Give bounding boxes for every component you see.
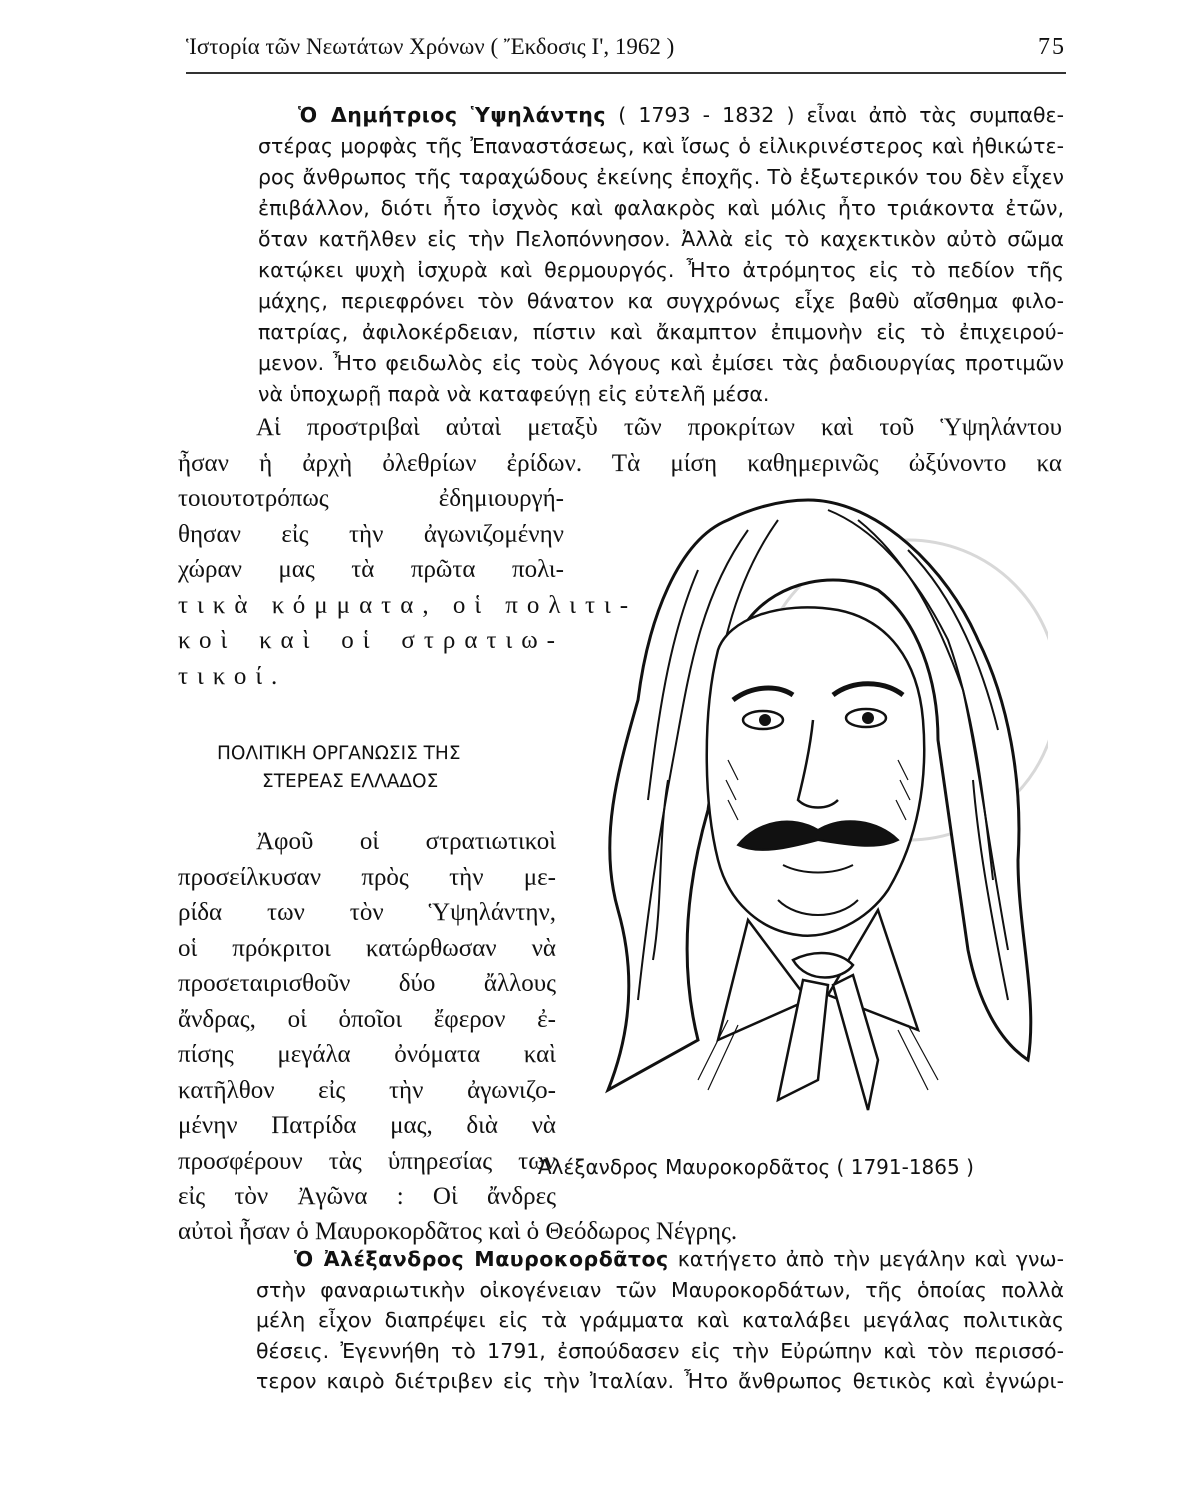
paragraph-line: τικοί. bbox=[178, 662, 287, 690]
paragraph-line: μένην Πατρίδα μας, διὰ νὰ bbox=[178, 1112, 556, 1139]
paragraph-line: προσείλκυσαν πρὸς τὴν με- bbox=[178, 863, 556, 891]
header-rule bbox=[186, 72, 1066, 74]
ypsilantis-paragraph bbox=[258, 100, 1064, 410]
paragraph-line: ὅταν κατῆλθεν εἰς τὴν Πελοπόννησον. Ἀλλὰ εἰς τὸ καχεκτικὸν αὐτὸ σῶμα bbox=[258, 227, 1064, 251]
paragraph-line: οἱ πρόκριτοι κατώρθωσαν νὰ bbox=[178, 934, 556, 962]
paragraph-line: θησαν εἰς τὴν ἀγωνιζομένην bbox=[178, 520, 564, 548]
paragraph-line: στὴν φαναριωτικὴν οἰκογένειαν τῶν Μαυροκορδάτων, τῆς ὁποίας πολλὰ bbox=[256, 1277, 1064, 1302]
frictions-paragraph-column bbox=[178, 481, 638, 694]
paragraph-line: ἐπιβάλλον, διότι ἦτο ἰσχνὸς καὶ φαλακρὸς καὶ μόλις ἦτο τριάκοντα ἐτῶν, bbox=[258, 196, 1064, 220]
paragraph-line: νὰ ὑποχωρῇ παρὰ νὰ καταφεύγῃ εἰς εὐτελῆ μέσα. bbox=[258, 382, 770, 406]
paragraph-line: τερον καιρὸ διέτριβεν εἰς τὴν Ἰταλίαν. Ἦτο ἄνθρωπος θετικὸς καὶ ἐγνώρι- bbox=[256, 1369, 1064, 1393]
paragraph-line: θέσεις. Ἐγεννήθη τὸ 1791, ἐσπούδασεν εἰς τὴν Εὐρώπην καὶ τὸν περισσό- bbox=[256, 1338, 1064, 1363]
paragraph-line: μενον. Ἦτο φειδωλὸς εἰς τοὺς λόγους καὶ ἐμίσει τὰς ῥαδιουργίας προτιμῶν bbox=[258, 351, 1064, 375]
paragraph-line: ἄνδρας, οἱ ὁποῖοι ἔφερον ἐ- bbox=[178, 1005, 556, 1033]
paragraph-line: ρος ἄνθρωπος τῆς ταραχώδους ἐκείνης ἐποχῆς. Τὸ ἐξωτερικόν του δὲν εἶχεν bbox=[258, 165, 1064, 189]
paragraph-line: αὐτοὶ ἦσαν ὁ Μαυροκορδᾶτος καὶ ὁ Θεόδωρος Νέγρης. bbox=[178, 1218, 738, 1245]
face-shape bbox=[707, 607, 924, 935]
paragraph-line: μέλη εἶχον διαπρέψει εἰς τὰ γράμματα καὶ καταλάβει μεγάλας πολιτικὰς bbox=[256, 1308, 1064, 1332]
paragraph-text: κατήγετο ἀπὸ τὴν μεγάλην καὶ γνω- bbox=[668, 1247, 1064, 1271]
running-title: Ἱστορία τῶν Νεωτάτων Χρόνων ( Ἔκδοσις Ι', 1962 ) bbox=[186, 34, 675, 59]
paragraph-line: πίσης μεγάλα ὀνόματα καὶ bbox=[178, 1041, 556, 1068]
page-number: 75 bbox=[1038, 34, 1066, 60]
paragraph-line: Αἱ προστριβαὶ αὐταὶ μεταξὺ τῶν προκρίτων καὶ τοῦ Ὑψηλάντου bbox=[256, 414, 1062, 441]
portrait-caption: Ἀλέξανδρος Μαυροκορδᾶτος ( 1791-1865 ) bbox=[538, 1155, 974, 1179]
paragraph-line: χώραν μας τὰ πρῶτα πολι- bbox=[178, 556, 564, 583]
paragraph-line: πατρίας, ἀφιλοκέρδειαν, πίστιν καὶ ἄκαμπτον ἐπιμονὴν εἰς τὸ ἐπιχειρού- bbox=[258, 320, 1064, 344]
paragraph-line: τοιουτοτρόπως ἐδημιουργή- bbox=[178, 485, 564, 512]
left-pupil bbox=[759, 714, 771, 726]
running-header bbox=[186, 34, 1066, 68]
right-pupil bbox=[862, 712, 874, 724]
person-name-ypsilantis: Ὁ Δημήτριος Ὑψηλάντης bbox=[298, 103, 607, 127]
person-name-mavrokordatos: Ὁ Ἀλέξανδρος Μαυροκορδᾶτος bbox=[294, 1247, 669, 1271]
section-heading-line-1: ΠΟΛΙΤΙΚΗ ΟΡΓΑΝΩΣΙΣ ΤΗΣ bbox=[217, 743, 461, 764]
paragraph-line: κατῴκει ψυχὴ ἰσχυρὰ καὶ θερμουργός. Ἦτο ἀτρόμητος εἰς τὸ πεδίον τῆς bbox=[258, 258, 1064, 282]
military-paragraph bbox=[178, 824, 556, 1215]
paragraph-line: προσφέρουν τὰς ὑπηρεσίας των bbox=[178, 1147, 556, 1175]
paragraph-line: προσεταιρισθοῦν δύο ἄλλους bbox=[178, 970, 556, 997]
paragraph-line: στέρας μορφὰς τῆς Ἐπαναστάσεως, καὶ ἴσως ὁ εἰλικρινέστερος καὶ ἠθικώτε- bbox=[258, 134, 1064, 158]
paragraph-text: ( 1793 - 1832 ) εἶναι ἀπὸ τὰς συμπαθε- bbox=[606, 103, 1065, 127]
paragraph-line: ἦσαν ἡ ἀρχὴ ὀλεθρίων ἐρίδων. Τὰ μίση καθημερινῶς ὠξύνοντο κα bbox=[178, 449, 1062, 477]
frictions-paragraph bbox=[178, 410, 1062, 481]
section-heading-line-2: ΣΤΕΡΕΑΣ ΕΛΛΑΔΟΣ bbox=[262, 771, 439, 792]
paragraph-line: Ἀφοῦ οἱ στρατιωτικοὶ bbox=[256, 828, 556, 855]
paragraph-line: εἰς τὸν Ἀγῶνα : Οἱ ἄνδρες bbox=[178, 1183, 556, 1210]
portrait-illustration bbox=[578, 480, 1048, 1140]
paragraph-line: τικὰ κόμματα, οἱ πολιτι- bbox=[178, 591, 638, 619]
cravat-knot bbox=[793, 953, 853, 977]
mavrokordatos-paragraph bbox=[256, 1244, 1064, 1397]
paragraph-line bbox=[258, 100, 1064, 131]
paragraph-line: μάχης, περιεφρόνει τὸν θάνατον κα συγχρόνως εἶχε βαθὺ αἴσθημα φιλο- bbox=[258, 289, 1064, 313]
paragraph-line bbox=[256, 1244, 1064, 1275]
paragraph-line: ρίδα των τὸν Ὑψηλάντην, bbox=[178, 899, 556, 926]
paragraph-line: κοὶ καὶ οἱ στρατιω- bbox=[178, 627, 564, 654]
paragraph-line: κατῆλθον εἰς τὴν ἀγωνιζο- bbox=[178, 1076, 556, 1104]
